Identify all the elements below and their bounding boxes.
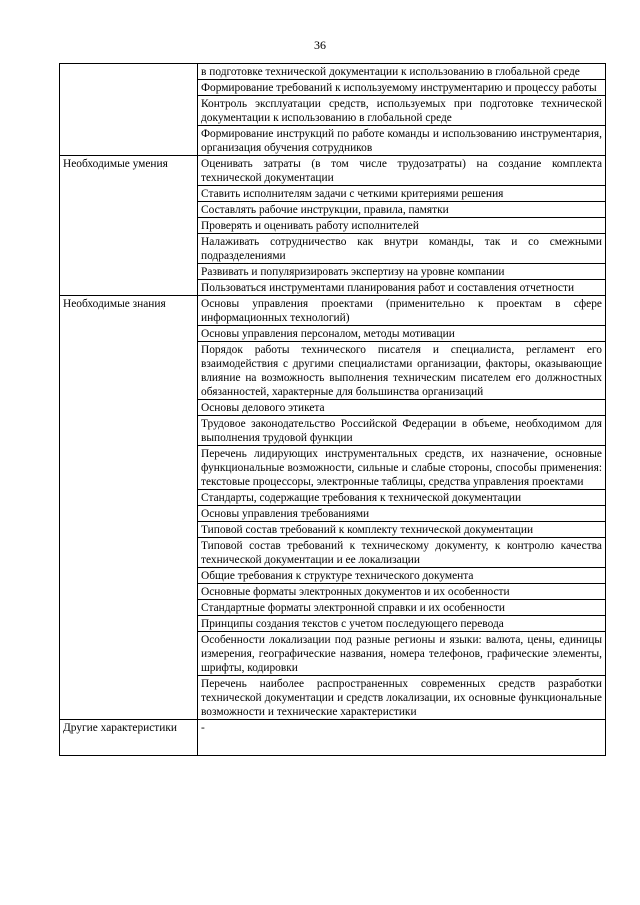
row-header-cell <box>60 64 198 156</box>
table-cell: Типовой состав требований к техническому документу, к контролю качества технической документации и ее локализации <box>198 538 606 568</box>
table-cell: Оценивать затраты (в том числе трудозатраты) на создание комплекта технической документации <box>198 156 606 186</box>
table-cell: Составлять рабочие инструкции, правила, памятки <box>198 202 606 218</box>
table-row <box>60 720 606 756</box>
table-row <box>60 156 606 186</box>
table-cell: Основы управления персоналом, методы мотивации <box>198 326 606 342</box>
table-cell: Основы управления требованиями <box>198 506 606 522</box>
table-cell: Ставить исполнителям задачи с четкими критериями решения <box>198 186 606 202</box>
table-cell: Формирование требований к используемому инструментарию и процессу работы <box>198 80 606 96</box>
table-row <box>60 296 606 326</box>
table-cell: Формирование инструкций по работе команды и использованию инструментария, организация обучения сотрудников <box>198 126 606 156</box>
table-cell: Проверять и оценивать работу исполнителей <box>198 218 606 234</box>
table-cell: Основы управления проектами (применительно к проектам в сфере информационных технологий) <box>198 296 606 326</box>
table-cell: Принципы создания текстов с учетом последующего перевода <box>198 616 606 632</box>
table-cell: Трудовое законодательство Российской Федерации в объеме, необходимом для выполнения трудовой функции <box>198 416 606 446</box>
table-cell: Стандартные форматы электронной справки и их особенности <box>198 600 606 616</box>
table-cell: Основные форматы электронных документов и их особенности <box>198 584 606 600</box>
table-cell: Развивать и популяризировать экспертизу на уровне компании <box>198 264 606 280</box>
page-number: 36 <box>314 38 326 52</box>
table-cell: Общие требования к структуре технического документа <box>198 568 606 584</box>
table-cell: Контроль эксплуатации средств, используемых при подготовке технической документации к использованию в глобальной среде <box>198 96 606 126</box>
table-cell: Особенности локализации под разные регионы и языки: валюта, цены, единицы измерения, географические названия, номера телефонов, графические элементы, шрифты, кодировки <box>198 632 606 676</box>
table-cell: Перечень наиболее распространенных современных средств разработки технической документации и средств локализации, их основные функциональные возможности и технические характеристики <box>198 676 606 720</box>
table-row <box>60 64 606 80</box>
table-cell: Порядок работы технического писателя и специалиста, регламент его взаимодействия с другими специалистами организации, факторы, оказывающие влияние на возможность выполнения техническим писателем его должностных обязанностей, характерные для большинства организаций <box>198 342 606 400</box>
row-header-other: Другие характеристики <box>60 720 198 756</box>
table-cell: Основы делового этикета <box>198 400 606 416</box>
row-header-skills: Необходимые умения <box>60 156 198 296</box>
table-cell: Перечень лидирующих инструментальных средств, их назначение, основные функциональные возможности, сильные и слабые стороны, способы применения: текстовые процессоры, электронные таблицы, средства управления проектами <box>198 446 606 490</box>
row-header-knowledge: Необходимые знания <box>60 296 198 720</box>
table-cell: Типовой состав требований к комплекту технической документации <box>198 522 606 538</box>
table-cell: - <box>198 720 606 756</box>
table-cell: Пользоваться инструментами планирования работ и составления отчетности <box>198 280 606 296</box>
table-cell: в подготовке технической документации к использованию в глобальной среде <box>198 64 606 80</box>
table-cell: Стандарты, содержащие требования к технической документации <box>198 490 606 506</box>
table-cell: Налаживать сотрудничество как внутри команды, так и со смежными подразделениями <box>198 234 606 264</box>
requirements-table <box>59 63 606 756</box>
